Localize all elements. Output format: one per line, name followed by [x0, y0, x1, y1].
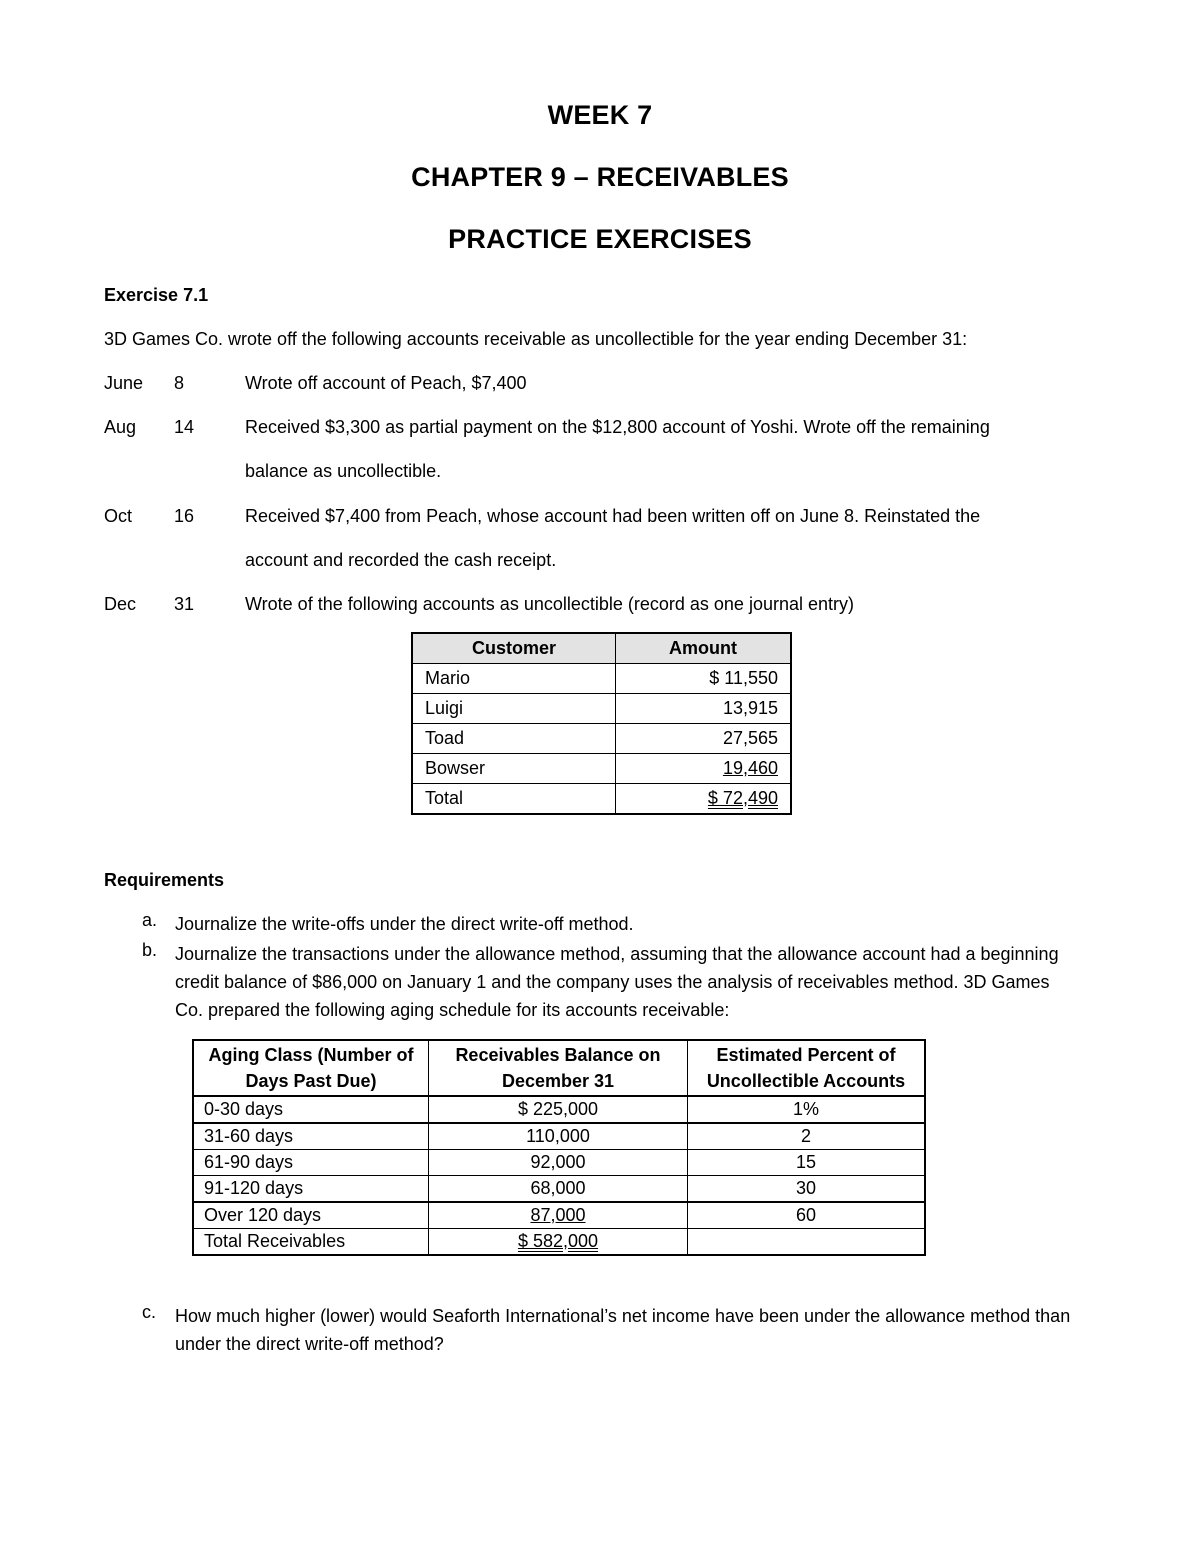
requirement-letter: b. — [142, 940, 158, 960]
amount-cell — [616, 784, 792, 815]
transaction-description: Received $7,400 from Peach, whose account had been written off on June 8. Reinstated the — [245, 506, 981, 526]
amount-cell: $ 11,550 — [616, 664, 792, 694]
percent-cell — [688, 1229, 926, 1256]
requirement-letter: c. — [142, 1302, 157, 1322]
transaction-day: 8 — [174, 373, 185, 393]
balance-cell — [429, 1229, 688, 1256]
column-header-aging-class: Aging Class (Number of Days Past Due) — [193, 1040, 429, 1096]
aging-class-cell: 0-30 days — [193, 1096, 429, 1123]
table-row — [193, 1096, 925, 1123]
table-row — [412, 694, 791, 724]
balance-cell: 92,000 — [429, 1150, 688, 1176]
table-row — [412, 664, 791, 694]
customer-cell: Toad — [412, 724, 616, 754]
transaction-day: 31 — [174, 594, 195, 614]
aging-class-cell: 31-60 days — [193, 1123, 429, 1150]
aging-class-cell: 91-120 days — [193, 1176, 429, 1203]
transaction-month: June — [104, 373, 144, 393]
column-header-amount: Amount — [616, 633, 792, 664]
amount-value: $ 72,490 — [707, 788, 778, 808]
customer-cell: Bowser — [412, 754, 616, 784]
table-row-total — [412, 784, 791, 815]
balance-value: $ 582,000 — [517, 1231, 599, 1251]
amount-value: 19,460 — [722, 758, 778, 778]
percent-cell: 60 — [688, 1202, 926, 1229]
table-row — [193, 1202, 925, 1229]
transaction-day: 14 — [174, 417, 195, 437]
table-row — [193, 1123, 925, 1150]
column-header-percent: Estimated Percent of Uncollectible Accounts — [688, 1040, 926, 1096]
table-row-total — [193, 1229, 925, 1256]
amount-cell: 27,565 — [616, 724, 792, 754]
transaction-description: Received $3,300 as partial payment on the $12,800 account of Yoshi. Wrote off the remaining — [245, 417, 990, 437]
section-title: PRACTICE EXERCISES — [448, 224, 752, 254]
chapter-title: CHAPTER 9 – RECEIVABLES — [411, 162, 789, 192]
requirements-heading: Requirements — [104, 870, 225, 890]
percent-cell: 15 — [688, 1150, 926, 1176]
aging-class-cell: 61-90 days — [193, 1150, 429, 1176]
customer-cell: Mario — [412, 664, 616, 694]
column-header-customer: Customer — [412, 633, 616, 664]
requirement-text: How much higher (lower) would Seaforth International’s net income have been under the allowance method than under the direct write-off method? — [175, 1306, 1071, 1354]
balance-cell: $ 225,000 — [429, 1096, 688, 1123]
requirement-text: Journalize the write-offs under the direct write-off method. — [175, 914, 634, 934]
transaction-day: 16 — [174, 506, 195, 526]
customer-cell: Luigi — [412, 694, 616, 724]
transaction-description-cont: account and recorded the cash receipt. — [245, 550, 557, 570]
amount-cell: 13,915 — [616, 694, 792, 724]
transaction-description: Wrote of the following accounts as uncollectible (record as one journal entry) — [245, 594, 854, 614]
customer-writeoff-table — [411, 632, 792, 815]
requirement-letter: a. — [142, 910, 158, 930]
table-row — [193, 1150, 925, 1176]
aging-schedule-table — [192, 1039, 926, 1256]
requirement-text: Journalize the transactions under the allowance method, assuming that the allowance account had a beginning credit balance of $86,000 on January 1 and the company uses the analysis of receivables method. 3D Games Co. prepared the following aging schedule for its accounts receivable: — [175, 944, 1059, 1020]
transaction-month: Dec — [104, 594, 137, 614]
percent-cell: 2 — [688, 1123, 926, 1150]
aging-class-cell: Over 120 days — [193, 1202, 429, 1229]
exercise-intro: 3D Games Co. wrote off the following accounts receivable as uncollectible for the year ending December 31: — [104, 329, 968, 349]
balance-cell: 68,000 — [429, 1176, 688, 1203]
amount-cell — [616, 754, 792, 784]
customer-cell: Total — [412, 784, 616, 815]
percent-cell: 30 — [688, 1176, 926, 1203]
balance-cell — [429, 1202, 688, 1229]
transaction-description-cont: balance as uncollectible. — [245, 461, 442, 481]
transaction-month: Oct — [104, 506, 133, 526]
transaction-description: Wrote off account of Peach, $7,400 — [245, 373, 527, 393]
aging-class-cell: Total Receivables — [193, 1229, 429, 1256]
percent-cell: 1% — [688, 1096, 926, 1123]
column-header-balance: Receivables Balance on December 31 — [429, 1040, 688, 1096]
table-row — [412, 754, 791, 784]
balance-value: 87,000 — [530, 1205, 586, 1225]
table-row — [193, 1176, 925, 1203]
transaction-month: Aug — [104, 417, 137, 437]
table-row — [412, 724, 791, 754]
week-title: WEEK 7 — [547, 100, 653, 130]
balance-cell: 110,000 — [429, 1123, 688, 1150]
exercise-label: Exercise 7.1 — [104, 285, 209, 305]
